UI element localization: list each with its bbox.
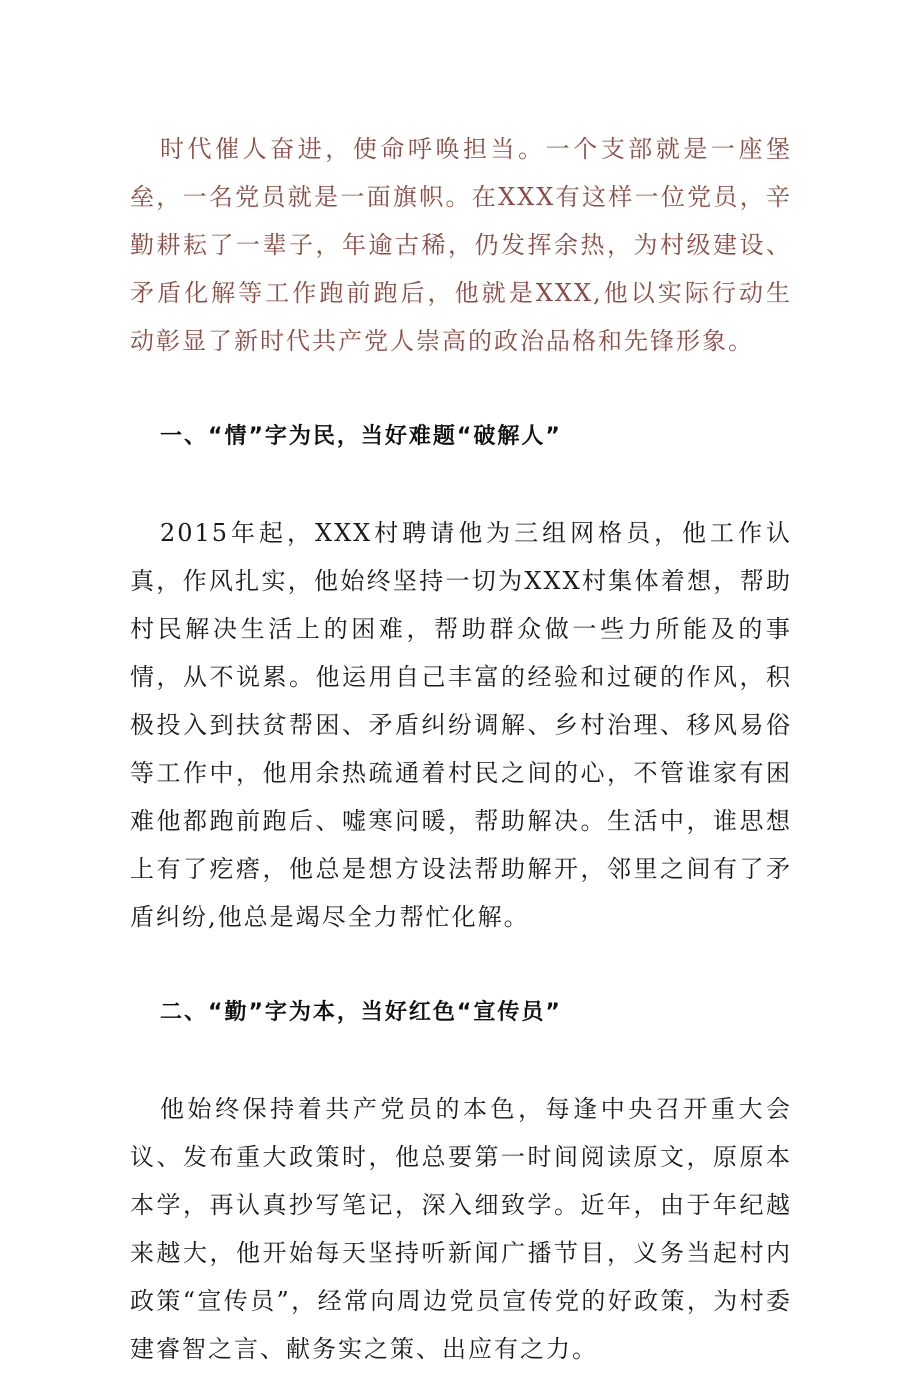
section-gap: [130, 365, 792, 413]
section-gap: [130, 461, 792, 509]
section-paragraph-2: 他始终保持着共产党员的本色，每逢中央召开重大会议、发布重大政策时，他总要第一时间阅读原文，原原本本学，再认真抄写笔记，深入细致学。近年，由于年纪越来越大，他开始每天坚持听新闻广播节目，义务当起村内政策“宣传员”，经常向周边党员宣传党的好政策，为村委建睿智之言、献务实之策、出应有之力。: [130, 1095, 792, 1363]
section-gap: [130, 941, 792, 989]
intro-paragraph: 时代催人奋进，使命呼唤担当。一个支部就是一座堡垒，一名党员就是一面旗帜。在XXX有这样一位党员，辛勤耕耘了一辈子，年逾古稀，仍发挥余热，为村级建设、矛盾化解等工作跑前跑后，他就是XXX,他以实际行动生动彰显了新时代共产党人崇高的政治品格和先锋形象。: [130, 135, 792, 355]
section-heading-2: 二、“勤”字为本，当好红色“宣传员”: [160, 1000, 562, 1025]
section-gap: [130, 1037, 792, 1085]
section-heading-1: 一、“情”字为民，当好难题“破解人”: [160, 424, 562, 449]
section-paragraph-1: 2015年起，XXX村聘请他为三组网格员，他工作认真，作风扎实，他始终坚持一切为XXX村集体着想，帮助村民解决生活上的困难，帮助群众做一些力所能及的事情，从不说累。他运用自己丰富的经验和过硬的作风，积极投入到扶贫帮困、矛盾纠纷调解、乡村治理、移风易俗等工作中，他用余热疏通着村民之间的心，不管谁家有困难他都跑前跑后、嘘寒问暖，帮助解决。生活中，谁思想上有了疙瘩，他总是想方设法帮助解开，邻里之间有了矛盾纠纷,他总是竭尽全力帮忙化解。: [130, 519, 792, 931]
